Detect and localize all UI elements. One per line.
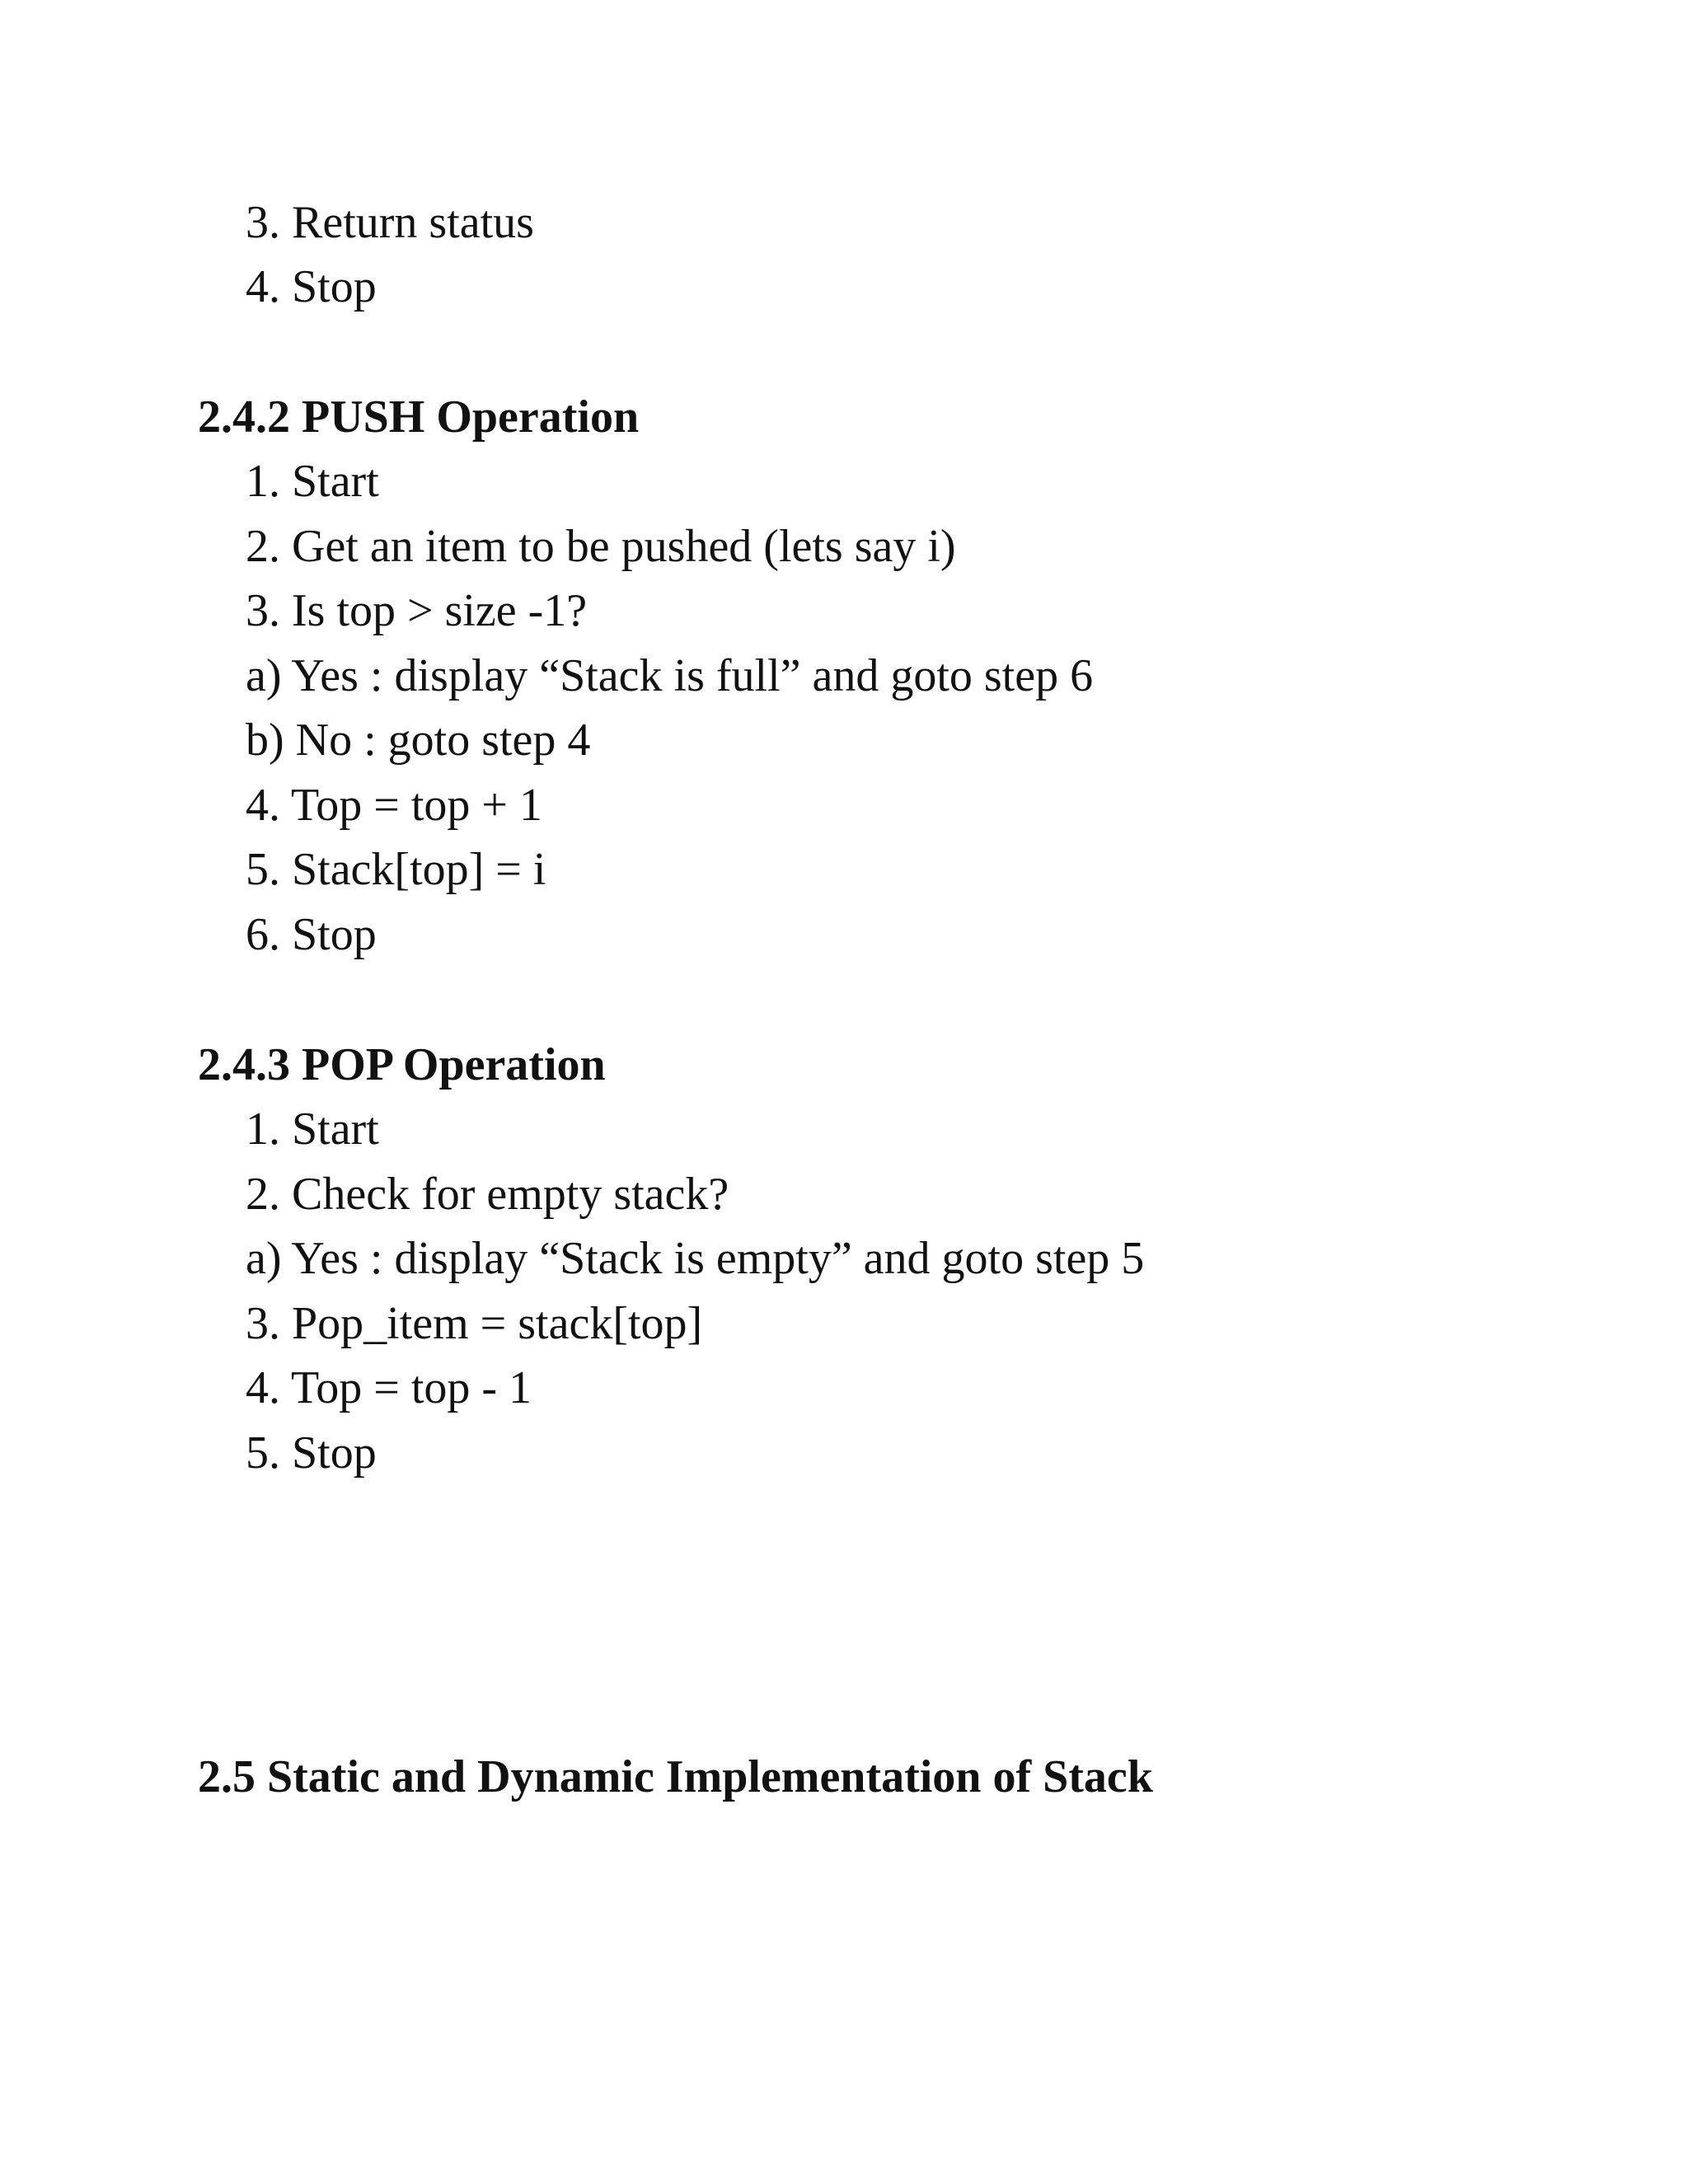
pop-step: 1. Start — [246, 1104, 379, 1155]
push-step: 2. Get an item to be pushed (lets say i) — [246, 521, 956, 572]
pop-step: 4. Top = top - 1 — [246, 1362, 532, 1413]
pop-step: 5. Stop — [246, 1427, 377, 1479]
push-step: 1. Start — [246, 456, 379, 507]
push-step: 5. Stack[top] = i — [246, 844, 546, 895]
continued-step-3: 3. Return status — [246, 197, 534, 248]
pop-step: 3. Pop_item = stack[top] — [246, 1298, 703, 1349]
pop-step: a) Yes : display “Stack is empty” and goto step 5 — [246, 1233, 1145, 1284]
pop-section-title: 2.4.3 POP Operation — [198, 1039, 606, 1090]
next-section-title: 2.5 Static and Dynamic Implementation of Stack — [198, 1751, 1153, 1802]
continued-step-4: 4. Stop — [246, 261, 377, 312]
pop-step: 2. Check for empty stack? — [246, 1169, 729, 1220]
push-step: 6. Stop — [246, 909, 377, 960]
push-step: 4. Top = top + 1 — [246, 780, 543, 831]
push-step: 3. Is top > size -1? — [246, 585, 588, 636]
push-step: a) Yes : display “Stack is full” and goto step 6 — [246, 650, 1094, 701]
push-section-title: 2.4.2 PUSH Operation — [198, 391, 640, 443]
push-step: b) No : goto step 4 — [246, 715, 591, 766]
